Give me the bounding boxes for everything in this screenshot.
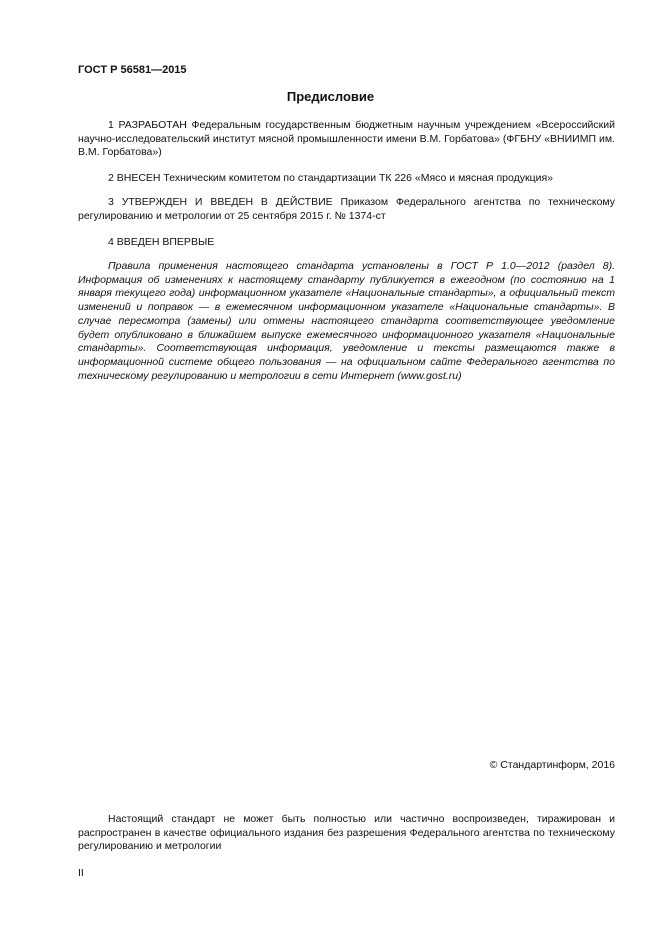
- application-rules-notice: Правила применения настоящего стандарта установлены в ГОСТ Р 1.0—2012 (раздел 8). Информация об изменениях к настоящему стандарту публикуется в ежегодном (по состоянию на 1 января текущего года) информационном указателе «Национальные стандарты», а официальный текст изменений и поправок — в ежемесячном информационном указателе «Национальные стандарты». В случае пересмотра (замены) или отмены настоящего стандарта соответствующее уведомление будет опубликовано в ближайшем выпуске ежемесячного информационного указателя «Национальные стандарты». Соответствующая информация, уведомление и тексты размещаются также в информационной системе общего пользования — на официальном сайте Федерального агентства по техническому регулированию и метрологии в сети Интернет (www.gost.ru): [78, 260, 615, 382]
- preface-item-submitted: 2 ВНЕСЕН Техническим комитетом по стандартизации ТК 226 «Мясо и мясная продукция»: [108, 172, 553, 184]
- copyright: © Стандартинформ, 2016: [489, 759, 615, 771]
- standard-code: ГОСТ Р 56581—2015: [78, 64, 187, 76]
- preface-item-approved: 3 УТВЕРЖДЕН И ВВЕДЕН В ДЕЙСТВИЕ Приказом Федерального агентства по техническому регулированию и метрологии от 25 сентября 2015 г. № 1374-ст: [78, 196, 615, 222]
- preface-item-developed: 1 РАЗРАБОТАН Федеральным государственным бюджетным научным учреждением «Всероссийский научно-исследовательский институт мясной промышленности имени В.М. Горбатова» (ФГБНУ «ВНИИМП им. В.М. Горбатова»): [78, 119, 615, 159]
- page-number: II: [78, 867, 84, 879]
- page-title: Предисловие: [286, 89, 375, 104]
- reproduction-notice: Настоящий стандарт не может быть полностью или частично воспроизведен, тиражирован и распространен в качестве официального издания без разрешения Федерального агентства по техническому регулированию и метрологии: [78, 813, 615, 853]
- preface-item-first-introduced: 4 ВВЕДЕН ВПЕРВЫЕ: [108, 236, 215, 248]
